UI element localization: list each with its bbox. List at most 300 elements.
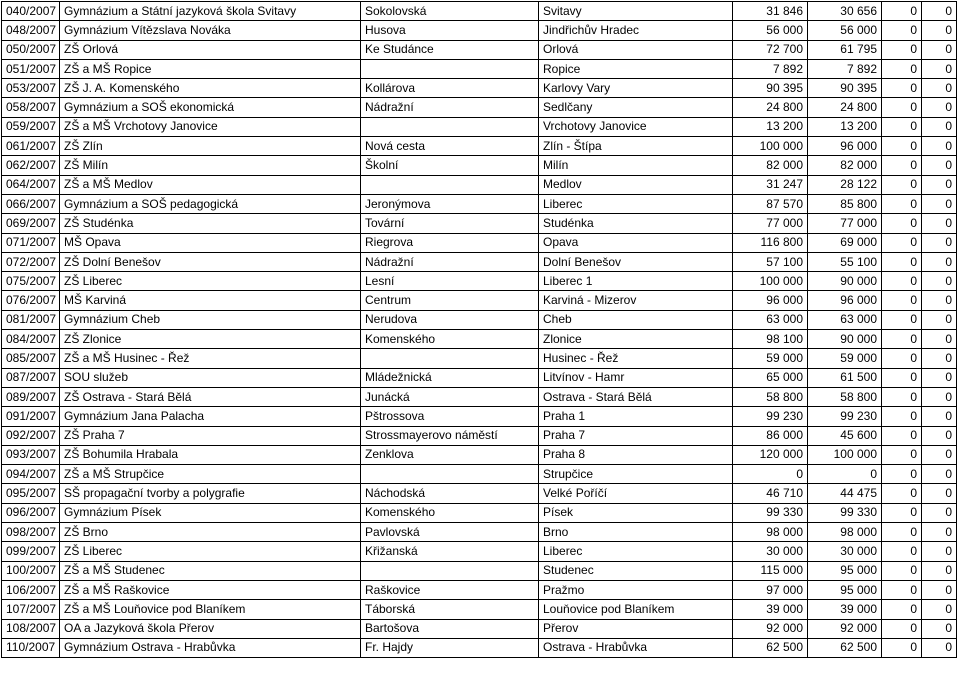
cell-amount-requested: 98 100 — [733, 330, 808, 349]
cell-school: SŠ propagační tvorby a polygrafie — [60, 484, 361, 503]
cell-street: Nerudova — [361, 310, 539, 329]
cell-city: Zlín - Štípa — [539, 137, 733, 156]
cell-street: Ke Studánce — [361, 40, 539, 59]
cell-amount-granted: 44 475 — [808, 484, 882, 503]
cell-id: 094/2007 — [2, 465, 60, 484]
cell-id: 093/2007 — [2, 445, 60, 464]
cell-city: Vrchotovy Janovice — [539, 117, 733, 136]
cell-value-d: 0 — [922, 98, 957, 117]
table-row — [2, 368, 957, 387]
table-row — [2, 272, 957, 291]
cell-city: Praha 7 — [539, 426, 733, 445]
cell-amount-granted: 92 000 — [808, 619, 882, 638]
cell-school: ZŠ a MŠ Ropice — [60, 59, 361, 78]
cell-id: 053/2007 — [2, 79, 60, 98]
cell-value-d: 0 — [922, 580, 957, 599]
cell-amount-granted: 82 000 — [808, 156, 882, 175]
cell-school: ZŠ Studénka — [60, 214, 361, 233]
cell-city: Liberec 1 — [539, 272, 733, 291]
cell-value-d: 0 — [922, 368, 957, 387]
table-row — [2, 561, 957, 580]
cell-amount-requested: 57 100 — [733, 252, 808, 271]
cell-value-c: 0 — [882, 619, 922, 638]
cell-value-d: 0 — [922, 619, 957, 638]
cell-school: Gymnázium a SOŠ pedagogická — [60, 194, 361, 213]
cell-school: ZŠ a MŠ Medlov — [60, 175, 361, 194]
cell-street: Nádražní — [361, 98, 539, 117]
table-row — [2, 21, 957, 40]
cell-amount-requested: 7 892 — [733, 59, 808, 78]
cell-street: Raškovice — [361, 580, 539, 599]
cell-city: Karlovy Vary — [539, 79, 733, 98]
cell-value-d: 0 — [922, 291, 957, 310]
cell-value-d: 0 — [922, 542, 957, 561]
cell-street: Strossmayerovo náměstí — [361, 426, 539, 445]
cell-id: 069/2007 — [2, 214, 60, 233]
cell-id: 091/2007 — [2, 407, 60, 426]
cell-value-d: 0 — [922, 484, 957, 503]
cell-school: ZŠ Orlová — [60, 40, 361, 59]
cell-city: Litvínov - Hamr — [539, 368, 733, 387]
cell-value-c: 0 — [882, 59, 922, 78]
cell-school: ZŠ a MŠ Vrchotovy Janovice — [60, 117, 361, 136]
cell-school: Gymnázium Písek — [60, 503, 361, 522]
cell-amount-granted: 59 000 — [808, 349, 882, 368]
cell-value-d: 0 — [922, 233, 957, 252]
table-row — [2, 291, 957, 310]
cell-amount-granted: 39 000 — [808, 600, 882, 619]
cell-amount-granted: 90 000 — [808, 272, 882, 291]
cell-amount-granted: 55 100 — [808, 252, 882, 271]
cell-amount-granted: 30 000 — [808, 542, 882, 561]
cell-id: 100/2007 — [2, 561, 60, 580]
cell-value-c: 0 — [882, 638, 922, 657]
cell-amount-requested: 86 000 — [733, 426, 808, 445]
cell-value-c: 0 — [882, 465, 922, 484]
cell-city: Orlová — [539, 40, 733, 59]
cell-id: 050/2007 — [2, 40, 60, 59]
cell-value-d: 0 — [922, 600, 957, 619]
cell-amount-granted: 58 800 — [808, 387, 882, 406]
cell-id: 081/2007 — [2, 310, 60, 329]
cell-value-d: 0 — [922, 117, 957, 136]
cell-city: Opava — [539, 233, 733, 252]
cell-value-c: 0 — [882, 523, 922, 542]
cell-id: 098/2007 — [2, 523, 60, 542]
cell-amount-granted: 63 000 — [808, 310, 882, 329]
cell-street: Nová cesta — [361, 137, 539, 156]
cell-amount-requested: 96 000 — [733, 291, 808, 310]
cell-city: Studenec — [539, 561, 733, 580]
cell-value-c: 0 — [882, 194, 922, 213]
cell-city: Jindřichův Hradec — [539, 21, 733, 40]
table-row — [2, 542, 957, 561]
cell-street — [361, 117, 539, 136]
cell-street: Pavlovská — [361, 523, 539, 542]
cell-school: Gymnázium a SOŠ ekonomická — [60, 98, 361, 117]
table-row — [2, 98, 957, 117]
cell-value-c: 0 — [882, 484, 922, 503]
cell-id: 076/2007 — [2, 291, 60, 310]
cell-id: 071/2007 — [2, 233, 60, 252]
cell-street: Nádražní — [361, 252, 539, 271]
cell-value-c: 0 — [882, 387, 922, 406]
cell-value-c: 0 — [882, 272, 922, 291]
cell-city: Studénka — [539, 214, 733, 233]
cell-amount-requested: 120 000 — [733, 445, 808, 464]
cell-id: 107/2007 — [2, 600, 60, 619]
cell-value-d: 0 — [922, 40, 957, 59]
cell-value-c: 0 — [882, 156, 922, 175]
cell-amount-requested: 13 200 — [733, 117, 808, 136]
cell-amount-granted: 99 330 — [808, 503, 882, 522]
cell-city: Husinec - Řež — [539, 349, 733, 368]
cell-id: 040/2007 — [2, 2, 60, 21]
cell-amount-granted: 96 000 — [808, 291, 882, 310]
cell-value-d: 0 — [922, 59, 957, 78]
cell-value-d: 0 — [922, 387, 957, 406]
cell-amount-requested: 99 230 — [733, 407, 808, 426]
cell-amount-requested: 87 570 — [733, 194, 808, 213]
cell-street: Zenklova — [361, 445, 539, 464]
cell-amount-requested: 56 000 — [733, 21, 808, 40]
cell-amount-granted: 56 000 — [808, 21, 882, 40]
cell-city: Liberec — [539, 194, 733, 213]
cell-id: 064/2007 — [2, 175, 60, 194]
cell-street: Riegrova — [361, 233, 539, 252]
cell-id: 089/2007 — [2, 387, 60, 406]
cell-value-c: 0 — [882, 330, 922, 349]
cell-amount-granted: 96 000 — [808, 137, 882, 156]
cell-city: Milín — [539, 156, 733, 175]
table-row — [2, 194, 957, 213]
cell-value-d: 0 — [922, 407, 957, 426]
cell-value-d: 0 — [922, 252, 957, 271]
table-row — [2, 2, 957, 21]
cell-street — [361, 349, 539, 368]
cell-school: Gymnázium a Státní jazyková škola Svitavy — [60, 2, 361, 21]
cell-amount-granted: 95 000 — [808, 580, 882, 599]
cell-amount-requested: 115 000 — [733, 561, 808, 580]
cell-school: ZŠ Dolní Benešov — [60, 252, 361, 271]
cell-value-c: 0 — [882, 310, 922, 329]
cell-street: Centrum — [361, 291, 539, 310]
cell-amount-requested: 63 000 — [733, 310, 808, 329]
cell-amount-requested: 100 000 — [733, 272, 808, 291]
cell-street: Lesní — [361, 272, 539, 291]
cell-value-c: 0 — [882, 175, 922, 194]
cell-value-c: 0 — [882, 291, 922, 310]
cell-amount-requested: 72 700 — [733, 40, 808, 59]
cell-amount-granted: 28 122 — [808, 175, 882, 194]
cell-value-c: 0 — [882, 349, 922, 368]
cell-street: Bartošova — [361, 619, 539, 638]
cell-value-c: 0 — [882, 503, 922, 522]
cell-value-d: 0 — [922, 330, 957, 349]
cell-id: 051/2007 — [2, 59, 60, 78]
cell-amount-requested: 90 395 — [733, 79, 808, 98]
cell-value-c: 0 — [882, 214, 922, 233]
cell-city: Medlov — [539, 175, 733, 194]
cell-school: ZŠ Praha 7 — [60, 426, 361, 445]
cell-amount-requested: 62 500 — [733, 638, 808, 657]
cell-school: OA a Jazyková škola Přerov — [60, 619, 361, 638]
cell-amount-granted: 30 656 — [808, 2, 882, 21]
table-row — [2, 407, 957, 426]
cell-city: Zlonice — [539, 330, 733, 349]
cell-value-c: 0 — [882, 137, 922, 156]
cell-street: Sokolovská — [361, 2, 539, 21]
table-row — [2, 638, 957, 657]
cell-id: 075/2007 — [2, 272, 60, 291]
table-row — [2, 580, 957, 599]
cell-value-d: 0 — [922, 21, 957, 40]
table-row — [2, 310, 957, 329]
cell-street: Mládežnická — [361, 368, 539, 387]
cell-id: 085/2007 — [2, 349, 60, 368]
cell-amount-granted: 7 892 — [808, 59, 882, 78]
cell-value-c: 0 — [882, 368, 922, 387]
cell-amount-requested: 31 846 — [733, 2, 808, 21]
cell-amount-requested: 92 000 — [733, 619, 808, 638]
cell-amount-granted: 99 230 — [808, 407, 882, 426]
cell-street: Křižanská — [361, 542, 539, 561]
cell-amount-requested: 59 000 — [733, 349, 808, 368]
cell-street — [361, 59, 539, 78]
cell-value-d: 0 — [922, 523, 957, 542]
cell-street: Náchodská — [361, 484, 539, 503]
cell-value-d: 0 — [922, 194, 957, 213]
cell-amount-requested: 24 800 — [733, 98, 808, 117]
cell-school: ZŠ a MŠ Husinec - Řež — [60, 349, 361, 368]
cell-school: ZŠ a MŠ Louňovice pod Blaníkem — [60, 600, 361, 619]
cell-street: Školní — [361, 156, 539, 175]
cell-amount-granted: 62 500 — [808, 638, 882, 657]
cell-school: ZŠ Bohumila Hrabala — [60, 445, 361, 464]
cell-amount-requested: 97 000 — [733, 580, 808, 599]
cell-value-c: 0 — [882, 252, 922, 271]
table-row — [2, 59, 957, 78]
cell-id: 110/2007 — [2, 638, 60, 657]
cell-city: Dolní Benešov — [539, 252, 733, 271]
cell-value-c: 0 — [882, 233, 922, 252]
cell-street: Husova — [361, 21, 539, 40]
cell-amount-requested: 98 000 — [733, 523, 808, 542]
table-row — [2, 445, 957, 464]
cell-school: ZŠ Zlonice — [60, 330, 361, 349]
cell-school: ZŠ a MŠ Studenec — [60, 561, 361, 580]
cell-value-d: 0 — [922, 465, 957, 484]
cell-school: ZŠ Liberec — [60, 272, 361, 291]
cell-value-d: 0 — [922, 561, 957, 580]
cell-street: Pštrossova — [361, 407, 539, 426]
table-row — [2, 619, 957, 638]
cell-street — [361, 561, 539, 580]
cell-amount-requested: 46 710 — [733, 484, 808, 503]
cell-city: Ropice — [539, 59, 733, 78]
cell-amount-granted: 0 — [808, 465, 882, 484]
cell-school: Gymnázium Vítězslava Nováka — [60, 21, 361, 40]
cell-city: Louňovice pod Blaníkem — [539, 600, 733, 619]
cell-school: Gymnázium Jana Palacha — [60, 407, 361, 426]
table-row — [2, 523, 957, 542]
table-row — [2, 175, 957, 194]
table-row — [2, 349, 957, 368]
cell-value-d: 0 — [922, 638, 957, 657]
cell-amount-requested: 116 800 — [733, 233, 808, 252]
cell-street: Komenského — [361, 503, 539, 522]
table-row — [2, 484, 957, 503]
cell-school: ZŠ a MŠ Strupčice — [60, 465, 361, 484]
cell-amount-requested: 58 800 — [733, 387, 808, 406]
cell-id: 108/2007 — [2, 619, 60, 638]
cell-amount-requested: 100 000 — [733, 137, 808, 156]
cell-id: 048/2007 — [2, 21, 60, 40]
table-row — [2, 156, 957, 175]
cell-street: Jeronýmova — [361, 194, 539, 213]
cell-id: 092/2007 — [2, 426, 60, 445]
cell-amount-requested: 77 000 — [733, 214, 808, 233]
cell-city: Praha 8 — [539, 445, 733, 464]
cell-value-d: 0 — [922, 214, 957, 233]
cell-street: Komenského — [361, 330, 539, 349]
cell-value-d: 0 — [922, 310, 957, 329]
cell-id: 062/2007 — [2, 156, 60, 175]
cell-value-c: 0 — [882, 542, 922, 561]
cell-amount-granted: 90 395 — [808, 79, 882, 98]
cell-amount-requested: 82 000 — [733, 156, 808, 175]
cell-value-d: 0 — [922, 79, 957, 98]
cell-amount-requested: 99 330 — [733, 503, 808, 522]
cell-value-c: 0 — [882, 98, 922, 117]
cell-street: Tovární — [361, 214, 539, 233]
cell-street — [361, 465, 539, 484]
cell-value-c: 0 — [882, 580, 922, 599]
cell-school: Gymnázium Ostrava - Hrabůvka — [60, 638, 361, 657]
cell-street: Kollárova — [361, 79, 539, 98]
cell-value-d: 0 — [922, 503, 957, 522]
cell-city: Cheb — [539, 310, 733, 329]
table-body — [2, 2, 957, 658]
cell-street: Táborská — [361, 600, 539, 619]
cell-id: 087/2007 — [2, 368, 60, 387]
cell-id: 084/2007 — [2, 330, 60, 349]
cell-value-d: 0 — [922, 349, 957, 368]
grants-table — [1, 1, 957, 658]
cell-school: ZŠ Ostrava - Stará Bělá — [60, 387, 361, 406]
cell-city: Ostrava - Stará Bělá — [539, 387, 733, 406]
cell-school: ZŠ J. A. Komenského — [60, 79, 361, 98]
cell-school: ZŠ Milín — [60, 156, 361, 175]
cell-id: 096/2007 — [2, 503, 60, 522]
cell-city: Přerov — [539, 619, 733, 638]
cell-amount-requested: 30 000 — [733, 542, 808, 561]
cell-value-c: 0 — [882, 445, 922, 464]
cell-amount-granted: 69 000 — [808, 233, 882, 252]
cell-value-d: 0 — [922, 156, 957, 175]
cell-city: Praha 1 — [539, 407, 733, 426]
cell-school: Gymnázium Cheb — [60, 310, 361, 329]
cell-street: Fr. Hajdy — [361, 638, 539, 657]
cell-street: Junácká — [361, 387, 539, 406]
cell-value-c: 0 — [882, 40, 922, 59]
table-row — [2, 214, 957, 233]
cell-city: Velké Poříčí — [539, 484, 733, 503]
cell-amount-granted: 98 000 — [808, 523, 882, 542]
table-row — [2, 426, 957, 445]
cell-value-c: 0 — [882, 600, 922, 619]
cell-amount-granted: 45 600 — [808, 426, 882, 445]
cell-id: 106/2007 — [2, 580, 60, 599]
cell-value-c: 0 — [882, 117, 922, 136]
cell-school: ZŠ Brno — [60, 523, 361, 542]
cell-value-d: 0 — [922, 426, 957, 445]
cell-value-d: 0 — [922, 2, 957, 21]
cell-city: Pražmo — [539, 580, 733, 599]
cell-school: MŠ Karviná — [60, 291, 361, 310]
cell-amount-granted: 24 800 — [808, 98, 882, 117]
cell-school: ZŠ Liberec — [60, 542, 361, 561]
cell-value-c: 0 — [882, 21, 922, 40]
cell-value-d: 0 — [922, 137, 957, 156]
cell-id: 072/2007 — [2, 252, 60, 271]
cell-school: ZŠ Zlín — [60, 137, 361, 156]
cell-id: 058/2007 — [2, 98, 60, 117]
cell-city: Karviná - Mizerov — [539, 291, 733, 310]
cell-value-c: 0 — [882, 561, 922, 580]
cell-city: Svitavy — [539, 2, 733, 21]
table-row — [2, 465, 957, 484]
cell-id: 059/2007 — [2, 117, 60, 136]
cell-id: 066/2007 — [2, 194, 60, 213]
cell-value-d: 0 — [922, 445, 957, 464]
cell-amount-granted: 61 500 — [808, 368, 882, 387]
table-row — [2, 137, 957, 156]
cell-amount-granted: 85 800 — [808, 194, 882, 213]
cell-value-d: 0 — [922, 272, 957, 291]
cell-amount-granted: 77 000 — [808, 214, 882, 233]
cell-school: SOU služeb — [60, 368, 361, 387]
cell-value-c: 0 — [882, 426, 922, 445]
cell-city: Ostrava - Hrabůvka — [539, 638, 733, 657]
table-row — [2, 40, 957, 59]
cell-street — [361, 175, 539, 194]
cell-amount-granted: 61 795 — [808, 40, 882, 59]
table-row — [2, 79, 957, 98]
cell-city: Písek — [539, 503, 733, 522]
cell-amount-requested: 39 000 — [733, 600, 808, 619]
table-row — [2, 117, 957, 136]
cell-amount-granted: 13 200 — [808, 117, 882, 136]
cell-school: ZŠ a MŠ Raškovice — [60, 580, 361, 599]
cell-value-c: 0 — [882, 79, 922, 98]
table-row — [2, 330, 957, 349]
table-row — [2, 252, 957, 271]
cell-city: Liberec — [539, 542, 733, 561]
cell-amount-requested: 0 — [733, 465, 808, 484]
table-row — [2, 387, 957, 406]
table-row — [2, 233, 957, 252]
cell-amount-granted: 95 000 — [808, 561, 882, 580]
cell-id: 099/2007 — [2, 542, 60, 561]
cell-value-c: 0 — [882, 2, 922, 21]
table-row — [2, 503, 957, 522]
cell-school: MŠ Opava — [60, 233, 361, 252]
cell-amount-requested: 31 247 — [733, 175, 808, 194]
cell-city: Strupčice — [539, 465, 733, 484]
cell-id: 061/2007 — [2, 137, 60, 156]
cell-amount-granted: 90 000 — [808, 330, 882, 349]
